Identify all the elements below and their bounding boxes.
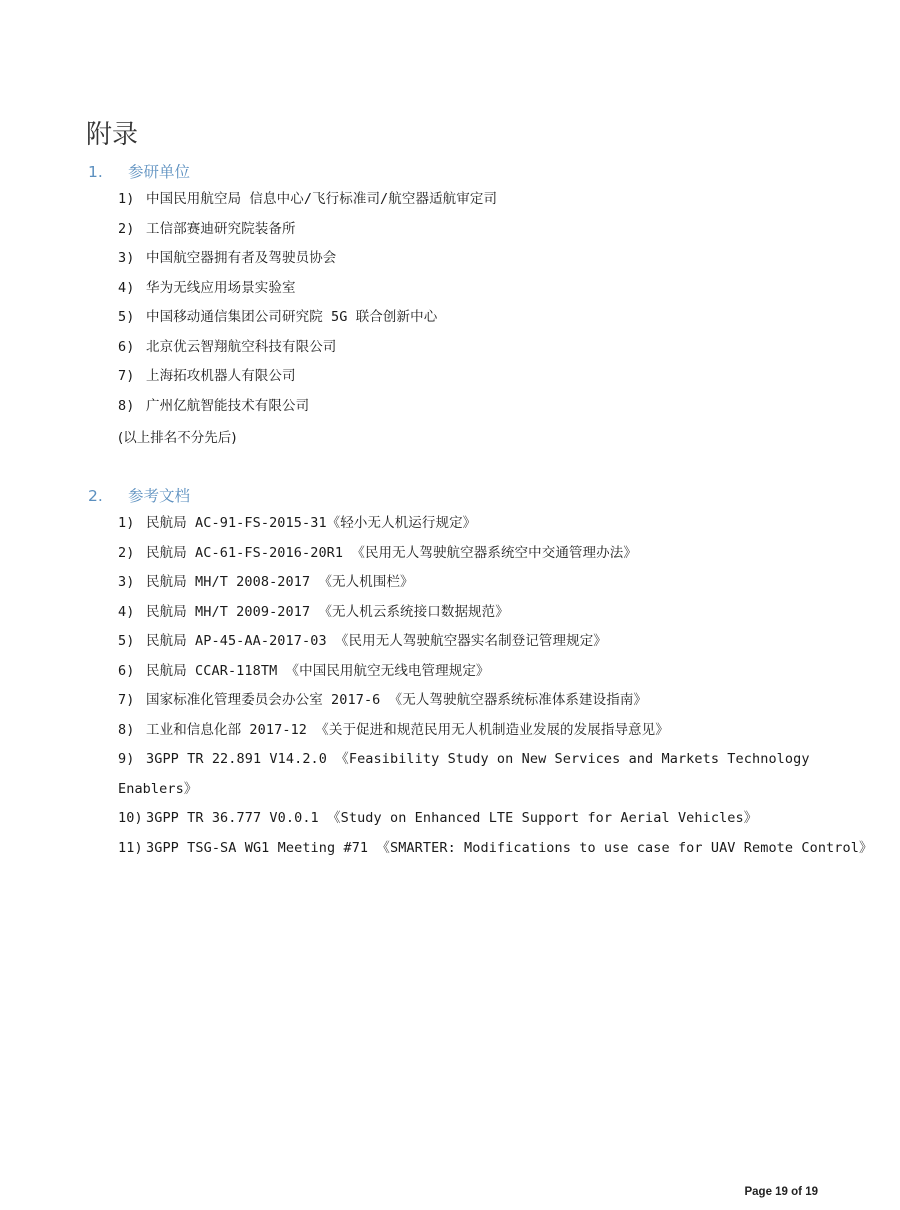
page-title: 附录 <box>86 120 139 150</box>
list-item: 3) 民航局 MH/T 2008-2017 《无人机围栏》 <box>118 574 414 590</box>
ranking-note: (以上排名不分先后) <box>118 430 237 446</box>
list-item: 2) 工信部赛迪研究院装备所 <box>118 220 296 237</box>
section-heading-references <box>88 484 190 506</box>
section-number: 1. <box>88 163 103 181</box>
list-item: 6) 北京优云智翔航空科技有限公司 <box>118 338 337 355</box>
list-item: 3) 中国航空器拥有者及驾驶员协会 <box>118 250 337 266</box>
list-item: 1) 中国民用航空局 信息中心/飞行标准司/航空器适航审定司 <box>118 191 498 207</box>
list-item: 6) 民航局 CCAR-118TM 《中国民用航空无线电管理规定》 <box>118 662 490 679</box>
section-title: 参研单位 <box>128 163 191 181</box>
list-item: 11) 3GPP TSG-SA WG1 Meeting #71 《SMARTER: Modifications to use case for UAV Remote Control》 <box>118 839 873 856</box>
list-item: 1) 民航局 AC-91-FS-2015-31《轻小无人机运行规定》 <box>118 515 477 531</box>
page-number-footer: Page 19 of 19 <box>744 1186 818 1198</box>
list-item: 7) 上海拓攻机器人有限公司 <box>118 368 296 384</box>
list-item: 5) 民航局 AP-45-AA-2017-03 《民用无人驾驶航空器实名制登记管理规定》 <box>118 633 607 649</box>
participants-list <box>118 185 818 421</box>
list-item: 5) 中国移动通信集团公司研究院 5G 联合创新中心 <box>118 309 438 325</box>
section-number: 2. <box>88 487 103 505</box>
references-list <box>118 509 873 863</box>
list-item: 4) 华为无线应用场景实验室 <box>118 279 296 296</box>
list-item: 10) 3GPP TR 36.777 V0.0.1 《Study on Enhanced LTE Support for Aerial Vehicles》 <box>118 810 758 826</box>
list-item: 8) 工业和信息化部 2017-12 《关于促进和规范民用无人机制造业发展的发展指导意见》 <box>118 721 669 738</box>
list-item: 4) 民航局 MH/T 2009-2017 《无人机云系统接口数据规范》 <box>118 603 509 620</box>
list-item: 8) 广州亿航智能技术有限公司 <box>118 397 310 414</box>
section-title: 参考文档 <box>128 487 191 505</box>
list-item: 9) 3GPP TR 22.891 V14.2.0 《Feasibility Study on New Services and Markets Technology Enablers》 <box>118 751 810 797</box>
section-heading-participants <box>88 160 190 182</box>
list-item: 7) 国家标准化管理委员会办公室 2017-6 《无人驾驶航空器系统标准体系建设指南》 <box>118 692 648 708</box>
list-item: 2) 民航局 AC-61-FS-2016-20R1 《民用无人驾驶航空器系统空中交通管理办法》 <box>118 544 637 561</box>
